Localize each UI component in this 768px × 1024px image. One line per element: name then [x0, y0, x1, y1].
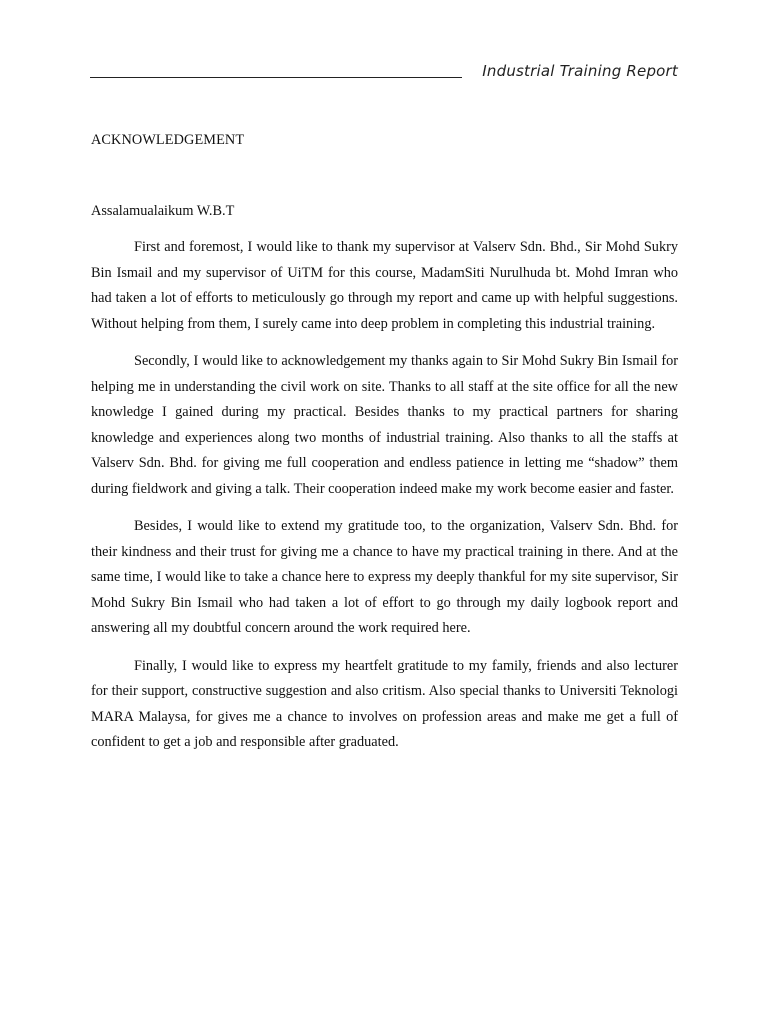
paragraph: Besides, I would like to extend my gratitude too, to the organization, Valserv Sdn. Bhd. for their kindness and their trust for giving me a chance to have my practical training in there. And at the same time, I would like to take a chance here to express my deeply thankful for my site supervisor, Sir Mohd Sukry Bin Ismail who had taken a lot of effort to go through my daily logbook report and answering all my doubtful concern around the work required here. [91, 518, 678, 636]
paragraph: Finally, I would like to express my heartfelt gratitude to my family, friends and also lecturer for their support, constructive suggestion and also critism. Also special thanks to Universiti Teknologi MARA Malaysa, for gives me a chance to involves on profession areas and make me get a full of confident to get a job and responsible after graduated. [91, 657, 678, 750]
greeting: Assalamualaikum W.B.T [91, 202, 235, 219]
page-heading: ACKNOWLEDGEMENT [91, 132, 245, 148]
document-body [91, 128, 678, 756]
header-rule [90, 77, 462, 78]
header-title: Industrial Training Report [482, 62, 678, 80]
page-header [90, 58, 684, 82]
paragraph: First and foremost, I would like to thank my supervisor at Valserv Sdn. Bhd., Sir Mohd Sukry Bin Ismail and my supervisor of UiTM for this course, MadamSiti Nurulhuda bt. Mohd Imran who had taken a lot of efforts to meticulously go through my report and came up with helpful suggestions. Without helping from them, I surely came into deep problem in completing this industrial training. [91, 239, 678, 332]
paragraph: Secondly, I would like to acknowledgement my thanks again to Sir Mohd Sukry Bin Ismail for helping me in understanding the civil work on site. Thanks to all staff at the site office for all the new knowledge I gained during my practical. Besides thanks to my practical partners for sharing knowledge and experiences along two months of industrial training. Also thanks to all the staffs at Valserv Sdn. Bhd. for giving me full cooperation and endless patience in letting me “shadow” them during fieldwork and giving a talk. Their cooperation indeed make my work become easier and faster. [91, 353, 678, 497]
